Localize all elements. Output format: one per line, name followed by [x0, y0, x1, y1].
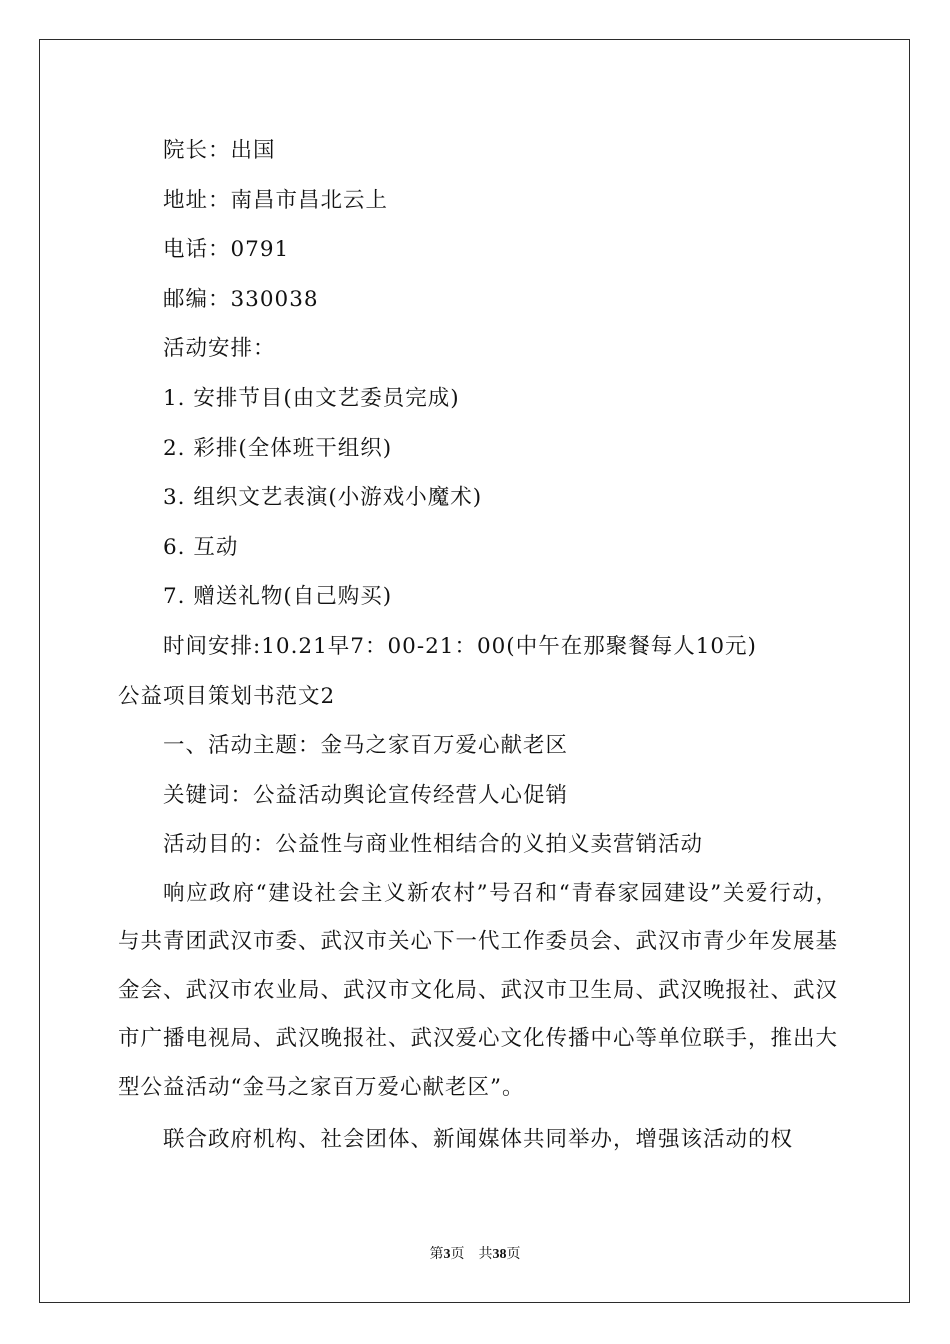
page-footer	[0, 1243, 950, 1263]
text-line: 电话：0791	[163, 237, 290, 263]
list-item: 7. 赠送礼物(自己购买)	[163, 584, 393, 610]
footer-total-prefix: 共	[478, 1247, 493, 1262]
section-title: 公益项目策划书范文2	[118, 683, 336, 709]
page-total: 38	[492, 1247, 507, 1262]
body-paragraph: 联合政府机构、社会团体、新闻媒体共同举办，增强该活动的权	[163, 1127, 794, 1153]
text-line: 一、活动主题：金马之家百万爱心献老区	[163, 733, 569, 759]
list-item: 6. 互动	[163, 534, 239, 560]
text-line: 院长：出国	[163, 138, 276, 163]
page-number: 3	[443, 1247, 451, 1262]
text-line: 地址：南昌市昌北云上	[163, 187, 389, 213]
text-line: 关键词：公益活动舆论宣传经营人心促销	[163, 782, 569, 808]
text-line: 活动安排：	[163, 336, 276, 362]
text-line: 邮编：330038	[163, 286, 319, 312]
footer-page-unit: 页	[450, 1247, 465, 1262]
footer-total-unit: 页	[506, 1247, 521, 1262]
list-item: 3. 组织文艺表演(小游戏小魔术)	[163, 485, 483, 511]
document-body	[118, 126, 838, 1165]
text-line: 活动目的：公益性与商业性相结合的义拍义卖营销活动	[163, 832, 704, 858]
list-item: 2. 彩排(全体班干组织)	[163, 435, 393, 461]
list-item: 1. 安排节目(由文艺委员完成)	[163, 385, 460, 411]
body-paragraph: 响应政府“建设社会主义新农村”号召和“青春家园建设”关爱行动，与共青团武汉市委、武汉市关心下一代工作委员会、武汉市青少年发展基金会、武汉市农业局、武汉市文化局、武汉市卫生局、武汉晚报社、武汉市广播电视局、武汉晚报社、武汉爱心文化传播中心等单位联手，推出大型公益活动“金马之家百万爱心献老区”。	[118, 880, 839, 1100]
footer-prefix: 第	[429, 1247, 444, 1262]
text-line: 时间安排:10.21早7：00-21：00(中午在那聚餐每人10元)	[163, 633, 757, 659]
